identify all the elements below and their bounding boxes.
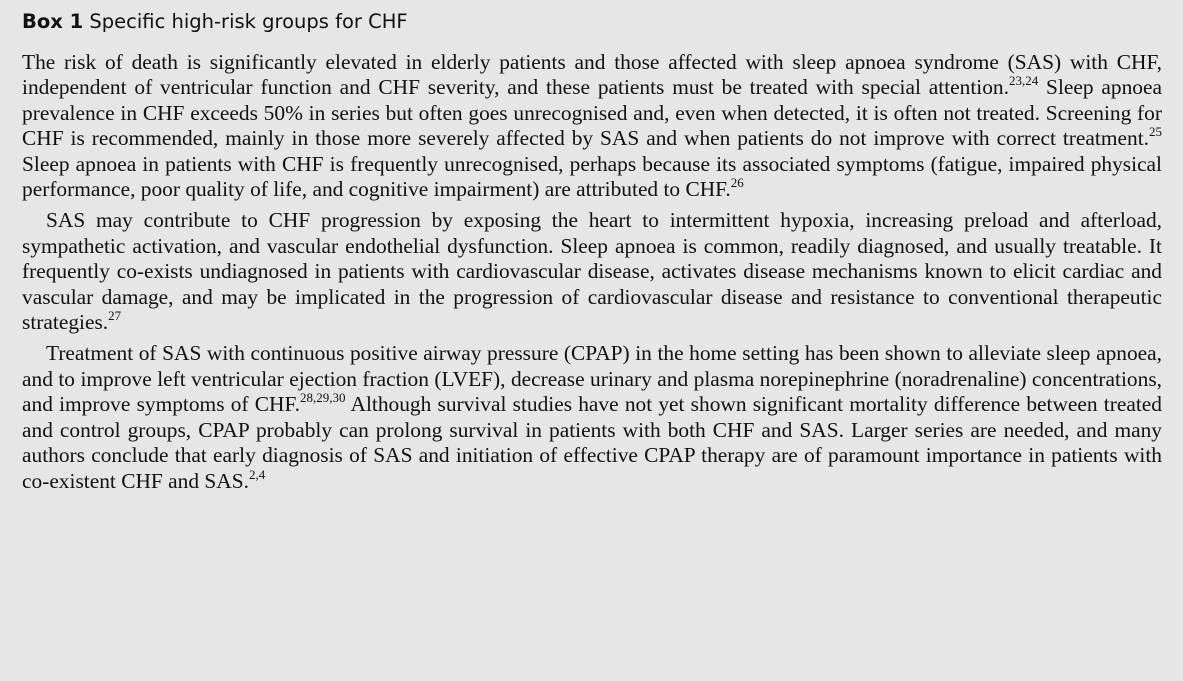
citation-superscript: 23,24 [1008,73,1039,89]
citation-superscript: 2,4 [248,466,266,482]
paragraph-text: SAS may contribute to CHF progression by exposing the heart to intermittent hypoxia, increasing preload and afterload, sympathetic activation, and vascular endothelial dysfunction. Sleep apnoea is common, readily diagnosed, and usually treatable. It frequently co-exists undiagnosed in patients with cardiovascular disease, activates disease mechanisms known to elicit cardiac and vascular damage, and may be implicated in the progression of cardiovascular disease and resistance to conventional therapeutic strategies. [22,208,1162,335]
paragraph-text: Sleep apnoea in patients with CHF is frequently unrecognised, perhaps because its associated symptoms (fatigue, impaired physical performance, poor quality of life, and cognitive impairment) are attributed to CHF. [22,151,1162,202]
citation-superscript: 28,29,30 [299,390,346,406]
paragraph-3 [22,341,1162,493]
citation-superscript: 25 [1149,124,1162,140]
box-heading [22,8,1162,36]
paragraph-text: Sleep apnoea prevalence in CHF exceeds 50% in series but often goes unrecognised and, even when detected, it is often not treated. Screening for CHF is recommended, mainly in those more severely affected by SAS and when patients do not improve with correct treatment. [22,75,1162,151]
paragraph-2 [22,208,1162,335]
paragraph-text: Treatment of SAS with continuous positive airway pressure (CPAP) in the home setting has been shown to alleviate sleep apnoea, and to improve left ventricular ejection fraction (LVEF), decrease urinary and plasma norepinephrine (noradrenaline) concentrations, and improve symptoms of CHF. [22,341,1162,417]
paragraph-1 [22,50,1162,202]
box-title: Specific high-risk groups for CHF [89,10,408,33]
paragraph-text: The risk of death is significantly elevated in elderly patients and those affected with sleep apnoea syndrome (SAS) with CHF, independent of ventricular function and CHF severity, and these patients must be treated with special attention. [22,50,1162,100]
paragraph-text: Although survival studies have not yet shown significant mortality difference between treated and control groups, CPAP probably can prolong survival in patients with both CHF and SAS. Larger series are needed, and many authors conclude that early diagnosis of SAS and initiation of effective CPAP therapy are of paramount importance in patients with co-existent CHF and SAS. [22,392,1162,493]
citation-superscript: 27 [108,308,122,324]
box-label: Box 1 [22,10,84,33]
citation-superscript: 26 [730,175,744,191]
